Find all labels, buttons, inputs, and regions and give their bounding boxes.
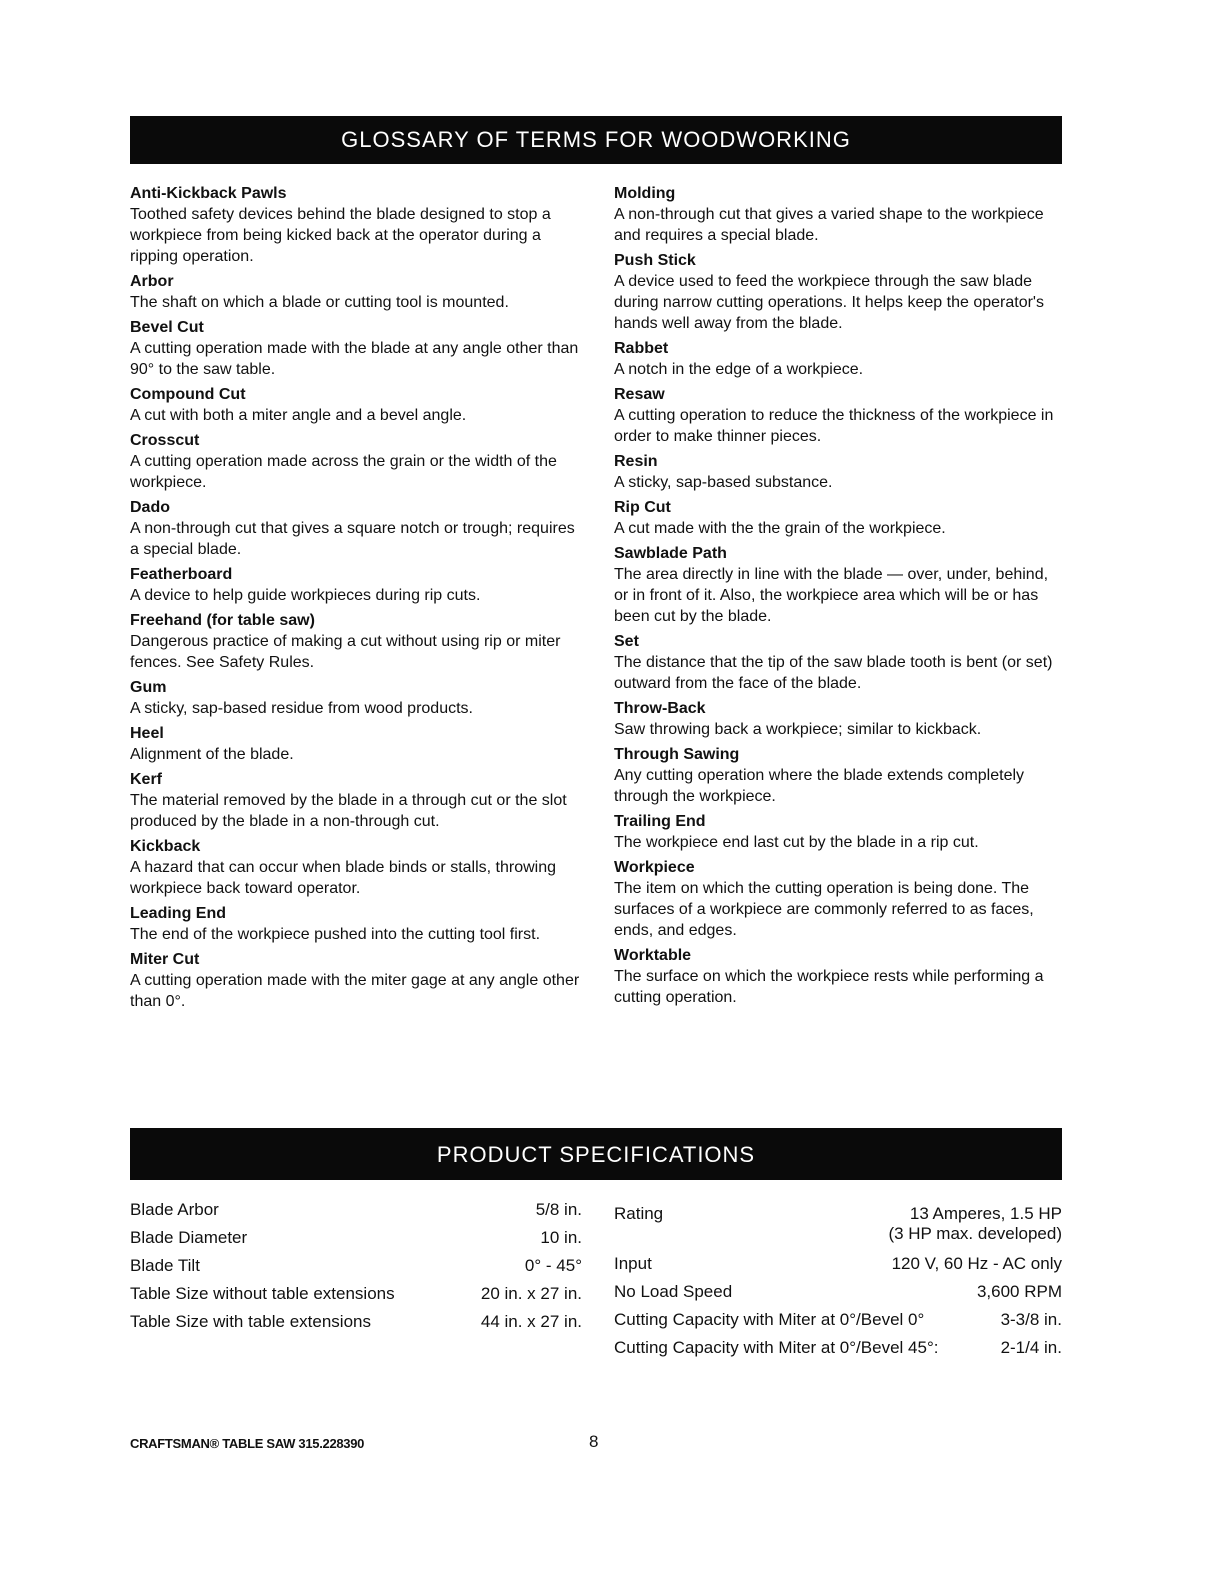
glossary-entry: [614, 251, 1064, 334]
glossary-term: Resin: [614, 453, 658, 470]
spec-value-text: 5/8 in.: [535, 1200, 582, 1219]
specifications-banner: [130, 1128, 1062, 1180]
glossary-definition: The area directly in line with the blade — over, under, behind, or in front of it. Also, the workpiece area which will be or has been cut by the blade.: [614, 566, 1049, 625]
glossary-term: Kerf: [130, 771, 163, 788]
page-number: 8: [589, 1432, 599, 1451]
spec-value-text: 2-1/4 in.: [1000, 1338, 1062, 1357]
glossary-entry: [130, 272, 580, 313]
spec-label: Rating: [614, 1204, 664, 1223]
glossary-term: Workpiece: [614, 859, 695, 876]
spec-value: [888, 1204, 1062, 1244]
glossary-left-column: [130, 184, 580, 1017]
glossary-entry: [130, 184, 580, 267]
glossary-definition: A cutting operation made across the grain or the width of the workpiece.: [130, 453, 557, 491]
glossary-term: Dado: [130, 499, 170, 516]
glossary-term: Set: [614, 633, 639, 650]
specifications-title: PRODUCT SPECIFICATIONS: [436, 1142, 756, 1167]
footer-brand: CRAFTSMAN® TABLE SAW 315.228390: [130, 1436, 365, 1451]
glossary-term: Trailing End: [614, 813, 706, 830]
spec-row: [130, 1312, 582, 1332]
glossary-term: Gum: [130, 679, 167, 696]
glossary-entry: [130, 837, 580, 899]
glossary-definition: Alignment of the blade.: [130, 746, 294, 763]
specs-right-column: [614, 1204, 1062, 1366]
glossary-entry: [614, 452, 1064, 493]
spec-label: Input: [614, 1254, 652, 1273]
glossary-term: Freehand (for table saw): [130, 612, 315, 629]
glossary-entry: [614, 544, 1064, 627]
glossary-definition: A cutting operation to reduce the thickness of the workpiece in order to make thinner pieces.: [614, 407, 1054, 445]
glossary-definition: A non-through cut that gives a varied shape to the workpiece and requires a special blade.: [614, 206, 1044, 244]
glossary-definition: A device to help guide workpieces during rip cuts.: [130, 587, 481, 604]
glossary-entry: [614, 858, 1064, 941]
glossary-banner: [130, 116, 1062, 164]
specs-left-column: [130, 1200, 582, 1340]
spec-label: Table Size with table extensions: [130, 1312, 371, 1331]
glossary-definition: A cut with both a miter angle and a bevel angle.: [130, 407, 467, 424]
glossary-entry: [130, 318, 580, 380]
glossary-entry: [130, 724, 580, 765]
glossary-entry: [614, 632, 1064, 694]
spec-value: [481, 1284, 582, 1304]
spec-row: [130, 1284, 582, 1304]
glossary-definition: A device used to feed the workpiece through the saw blade during narrow cutting operations. It helps keep the operator's hands well away from the blade.: [614, 273, 1044, 332]
glossary-entry: [130, 678, 580, 719]
spec-value-text: 10 in.: [540, 1228, 582, 1247]
glossary-definition: The item on which the cutting operation is being done. The surfaces of a workpiece are commonly referred to as faces, ends, and edges.: [614, 880, 1034, 939]
spec-label: Blade Arbor: [130, 1200, 219, 1219]
spec-value-text: 13 Amperes, 1.5 HP: [909, 1204, 1062, 1223]
spec-value-note: (3 HP max. developed): [888, 1224, 1062, 1243]
glossary-entry: [130, 904, 580, 945]
glossary-entry: [130, 565, 580, 606]
glossary-definition: A cutting operation made with the miter gage at any angle other than 0°.: [130, 972, 580, 1010]
glossary-term: Miter Cut: [130, 951, 200, 968]
spec-row: [614, 1282, 1062, 1302]
spec-row: [614, 1338, 1062, 1358]
glossary-entry: [614, 812, 1064, 853]
glossary-term: Worktable: [614, 947, 692, 964]
spec-value: [525, 1256, 582, 1276]
glossary-definition: A hazard that can occur when blade binds or stalls, throwing workpiece back toward operator.: [130, 859, 557, 897]
spec-row: [130, 1228, 582, 1248]
glossary-term: Resaw: [614, 386, 665, 403]
glossary-term: Sawblade Path: [614, 545, 727, 562]
spec-value: [481, 1312, 582, 1332]
glossary-definition: The material removed by the blade in a through cut or the slot produced by the blade in a non-through cut.: [130, 792, 567, 830]
glossary-definition: A cut made with the the grain of the workpiece.: [614, 520, 946, 537]
glossary-term: Crosscut: [130, 432, 200, 449]
glossary-term: Compound Cut: [130, 386, 246, 403]
glossary-entry: [614, 946, 1064, 1008]
spec-row: [614, 1310, 1062, 1330]
glossary-term: Rip Cut: [614, 499, 671, 516]
glossary-definition: Dangerous practice of making a cut without using rip or miter fences. See Safety Rules.: [130, 633, 561, 671]
glossary-title: GLOSSARY OF TERMS FOR WOODWORKING: [341, 127, 851, 152]
spec-label: Table Size without table extensions: [130, 1284, 395, 1303]
spec-value-text: 3-3/8 in.: [1000, 1310, 1062, 1329]
spec-value: [977, 1282, 1062, 1302]
glossary-term: Kickback: [130, 838, 201, 855]
glossary-entry: [130, 770, 580, 832]
glossary-definition: The surface on which the workpiece rests while performing a cutting operation.: [614, 968, 1044, 1006]
glossary-entry: [614, 385, 1064, 447]
glossary-term: Anti-Kickback Pawls: [130, 185, 287, 202]
glossary-entry: [614, 339, 1064, 380]
spec-label: Cutting Capacity with Miter at 0°/Bevel 0°: [614, 1310, 925, 1329]
glossary-term: Rabbet: [614, 340, 669, 357]
glossary-definition: Toothed safety devices behind the blade designed to stop a workpiece from being kicked back at the operator during a ripping operation.: [130, 206, 551, 265]
spec-value: [892, 1254, 1062, 1274]
spec-value: [540, 1228, 582, 1248]
glossary-right-column: [614, 184, 1064, 1013]
glossary-definition: A sticky, sap-based residue from wood products.: [130, 700, 473, 717]
glossary-term: Featherboard: [130, 566, 233, 583]
glossary-definition: A sticky, sap-based substance.: [614, 474, 833, 491]
spec-label: Blade Tilt: [130, 1256, 200, 1275]
glossary-definition: A notch in the edge of a workpiece.: [614, 361, 864, 378]
spec-value-text: 0° - 45°: [524, 1256, 582, 1275]
spec-value-text: 44 in. x 27 in.: [480, 1312, 582, 1331]
glossary-entry: [130, 611, 580, 673]
spec-label: Cutting Capacity with Miter at 0°/Bevel 45°:: [614, 1338, 939, 1357]
glossary-entry: [130, 431, 580, 493]
spec-row: [614, 1204, 1062, 1244]
spec-value-text: 3,600 RPM: [976, 1282, 1062, 1301]
glossary-term: Throw-Back: [614, 700, 706, 717]
spec-row: [614, 1254, 1062, 1274]
glossary-definition: A cutting operation made with the blade at any angle other than 90° to the saw table.: [130, 340, 579, 378]
glossary-definition: Any cutting operation where the blade extends completely through the workpiece.: [614, 767, 1025, 805]
glossary-term: Push Stick: [614, 252, 696, 269]
glossary-entry: [614, 745, 1064, 807]
spec-label: No Load Speed: [614, 1282, 733, 1301]
spec-row: [130, 1256, 582, 1276]
spec-value: [1001, 1338, 1062, 1358]
glossary-definition: The distance that the tip of the saw blade tooth is bent (or set) outward from the face of the blade.: [614, 654, 1053, 692]
spec-row: [130, 1200, 582, 1220]
glossary-term: Bevel Cut: [130, 319, 204, 336]
spec-label: Blade Diameter: [130, 1228, 248, 1247]
spec-value: [1001, 1310, 1062, 1330]
glossary-entry: [130, 385, 580, 426]
glossary-definition: The end of the workpiece pushed into the cutting tool first.: [130, 926, 541, 943]
spec-value-text: 120 V, 60 Hz - AC only: [891, 1254, 1062, 1273]
spec-value: [536, 1200, 582, 1220]
glossary-definition: The shaft on which a blade or cutting tool is mounted.: [130, 294, 509, 311]
glossary-entry: [130, 950, 580, 1012]
spec-value-text: 20 in. x 27 in.: [480, 1284, 582, 1303]
glossary-definition: A non-through cut that gives a square notch or trough; requires a special blade.: [130, 520, 575, 558]
glossary-entry: [614, 184, 1064, 246]
glossary-term: Molding: [614, 185, 676, 202]
glossary-term: Arbor: [130, 273, 174, 290]
glossary-definition: The workpiece end last cut by the blade in a rip cut.: [614, 834, 979, 851]
glossary-definition: Saw throwing back a workpiece; similar to kickback.: [614, 721, 982, 738]
glossary-entry: [614, 498, 1064, 539]
glossary-entry: [614, 699, 1064, 740]
glossary-term: Heel: [130, 725, 164, 742]
glossary-term: Through Sawing: [614, 746, 740, 763]
glossary-entry: [130, 498, 580, 560]
glossary-term: Leading End: [130, 905, 226, 922]
